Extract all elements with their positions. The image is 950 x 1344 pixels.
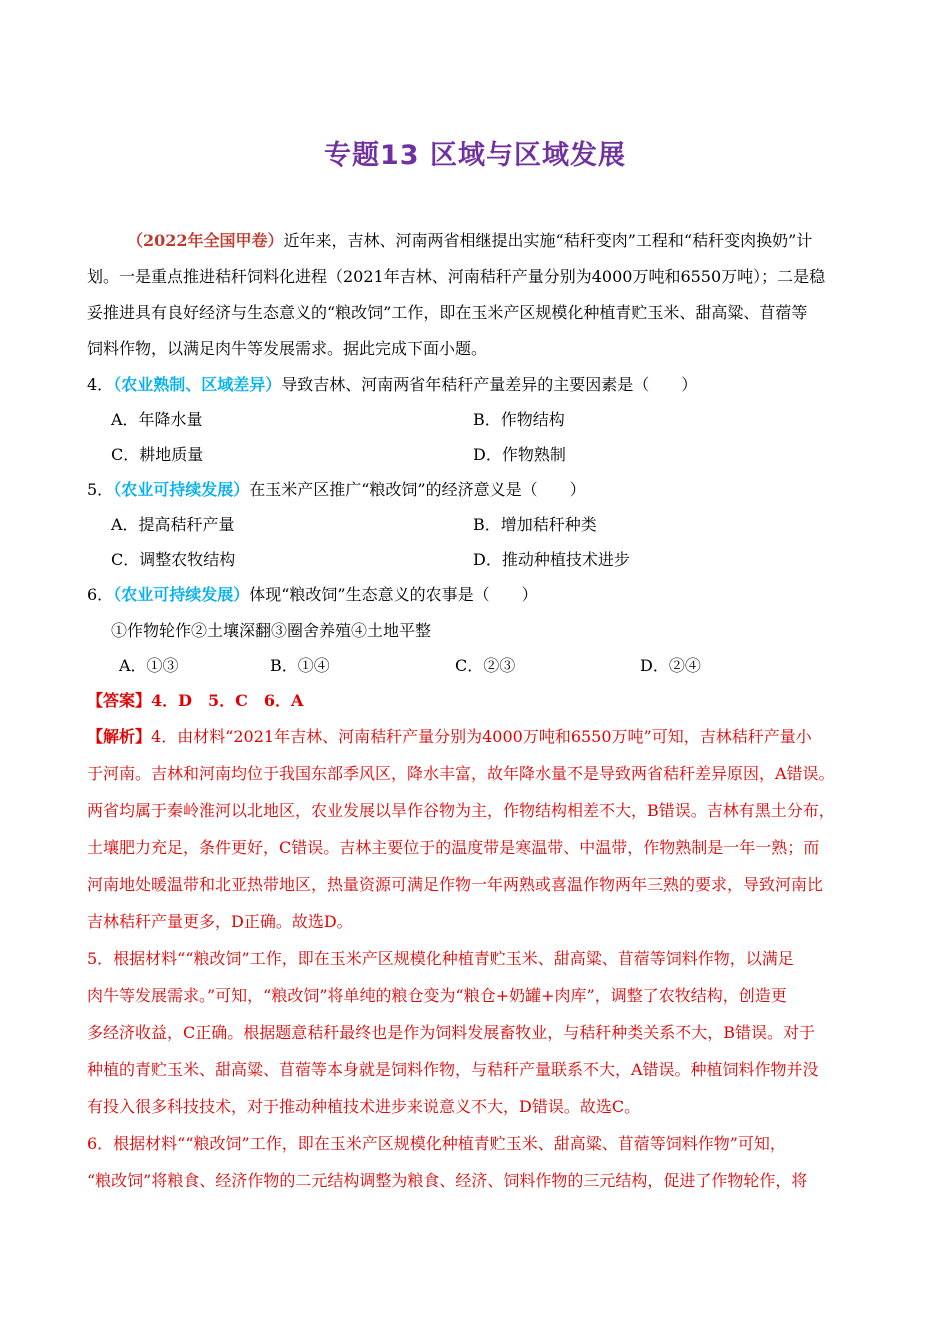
option-c[interactable]: C．②③ bbox=[455, 656, 516, 675]
option-b[interactable]: B．增加秸秆种类 bbox=[473, 515, 597, 534]
analysis-line-9: 多经济收益，C正确。根据题意秸秆最终也是作为饲料发展畜牧业，与秸秆种类关系不大，B错误。对于 bbox=[87, 1023, 816, 1042]
question-4 bbox=[87, 374, 697, 396]
material-line-3: 妥推进具有良好经济与生态意义的“粮改饲”工作，即在玉米产区规模化种植青贮玉米、甜高粱、苜蓿等 bbox=[87, 303, 808, 322]
question-stem: 导致吉林、河南两省年秸秆产量差异的主要因素是（ ） bbox=[281, 375, 698, 394]
option-d[interactable]: D．②④ bbox=[640, 656, 701, 675]
question-number: 4． bbox=[87, 375, 114, 394]
analysis-line-13: “粮改饲”将粮食、经济作物的二元结构调整为粮食、经济、饲料作物的三元结构，促进了作物轮作，将 bbox=[87, 1171, 808, 1190]
analysis-line-6: 吉林秸秆产量更多，D正确。故选D。 bbox=[87, 912, 353, 931]
analysis-line-5: 河南地处暖温带和北亚热带地区，热量资源可满足作物一年两熟或喜温作物两年三熟的要求，导致河南比 bbox=[87, 875, 824, 894]
analysis-label: 【解析】 bbox=[87, 727, 152, 746]
material-line-4: 饲料作物，以满足肉牛等发展需求。据此完成下面小题。 bbox=[87, 339, 488, 358]
question-5 bbox=[87, 479, 586, 501]
material-line-2: 划。一是重点推进秸秆饲料化进程（2021年吉林、河南秸秆产量分别为4000万吨和6550万吨）；二是稳 bbox=[87, 267, 826, 286]
question-tag: （农业可持续发展） bbox=[113, 585, 250, 604]
analysis-line-1 bbox=[87, 726, 812, 748]
analysis-text: 4．由材料“2021年吉林、河南秸秆产量分别为4000万吨和6550万吨”可知，吉林秸秆产量小 bbox=[151, 727, 812, 746]
option-c[interactable]: C．耕地质量 bbox=[111, 445, 204, 464]
answer-text: 4．D 5．C 6．A bbox=[151, 691, 304, 710]
answer-label: 【答案】 bbox=[87, 691, 152, 710]
analysis-line-4: 土壤肥力充足，条件更好，C错误。吉林主要位于的温度带是寒温带、中温带，作物熟制是一年一熟；而 bbox=[87, 838, 820, 857]
analysis-line-2: 于河南。吉林和河南均位于我国东部季风区，降水丰富，故年降水量不是导致两省秸秆差异原因，A错误。 bbox=[87, 764, 835, 783]
material-line-1 bbox=[127, 230, 812, 252]
option-a[interactable]: A．提高秸秆产量 bbox=[111, 515, 235, 534]
material-source: （2022年全国甲卷） bbox=[127, 231, 284, 250]
question-tag: （农业可持续发展） bbox=[113, 480, 250, 499]
question-sub-items: ①作物轮作②土壤深翻③圈舍养殖④土地平整 bbox=[111, 621, 432, 640]
question-stem: 在玉米产区推广“粮改饲”的经济意义是（ ） bbox=[249, 480, 586, 499]
option-d[interactable]: D．推动种植技术进步 bbox=[473, 550, 630, 569]
question-6 bbox=[87, 584, 538, 606]
option-b[interactable]: B．①④ bbox=[270, 656, 330, 675]
option-a[interactable]: A．年降水量 bbox=[111, 410, 203, 429]
analysis-line-12: 6．根据材料““粮改饲”工作，即在玉米产区规模化种植青贮玉米、甜高粱、苜蓿等饲料作物”可知， bbox=[87, 1134, 786, 1153]
analysis-line-7: 5．根据材料““粮改饲”工作，即在玉米产区规模化种植青贮玉米、甜高粱、苜蓿等饲料作物，以满足 bbox=[87, 949, 794, 968]
option-b[interactable]: B．作物结构 bbox=[473, 410, 565, 429]
option-c[interactable]: C．调整农牧结构 bbox=[111, 550, 236, 569]
question-tag: （农业熟制、区域差异） bbox=[113, 375, 282, 394]
question-number: 5． bbox=[87, 480, 114, 499]
page-title: 专题13 区域与区域发展 bbox=[324, 140, 626, 171]
option-a[interactable]: A．①③ bbox=[119, 656, 179, 675]
analysis-line-8: 肉牛等发展需求。”可知，“粮改饲”将单纯的粮仓变为“粮仓+奶罐+肉库”，调整了农牧结构，创造更 bbox=[87, 986, 787, 1005]
question-number: 6． bbox=[87, 585, 114, 604]
analysis-line-10: 种植的青贮玉米、甜高粱、苜蓿等本身就是饲料作物，与秸秆产量联系不大，A错误。种植饲料作物并没 bbox=[87, 1060, 819, 1079]
question-stem: 体现“粮改饲”生态意义的农事是（ ） bbox=[249, 585, 538, 604]
answer-line bbox=[87, 690, 303, 712]
analysis-line-11: 有投入很多科技技术，对于推动种植技术进步来说意义不大，D错误。故选C。 bbox=[87, 1097, 641, 1116]
analysis-line-3: 两省均属于秦岭淮河以北地区，农业发展以旱作谷物为主，作物结构相差不大，B错误。吉林有黑土分布， bbox=[87, 801, 835, 820]
material-text-1: 近年来，吉林、河南两省相继提出实施“秸秆变肉”工程和“秸秆变肉换奶”计 bbox=[283, 231, 813, 250]
option-d[interactable]: D．作物熟制 bbox=[473, 445, 566, 464]
